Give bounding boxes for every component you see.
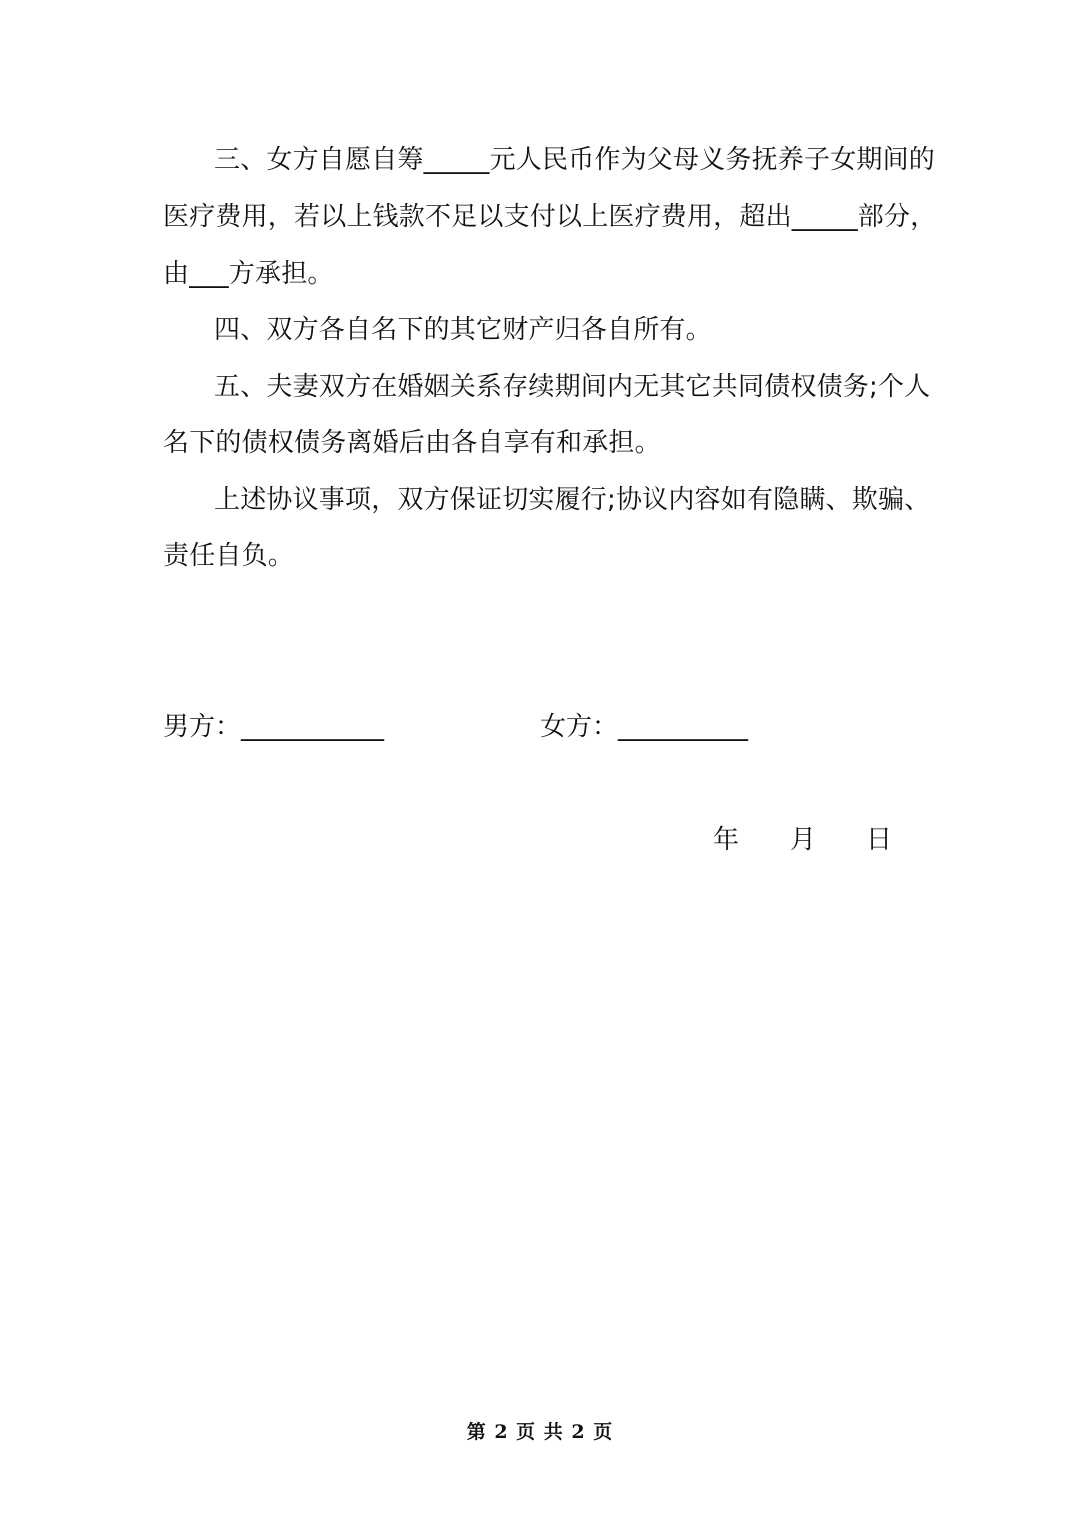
date-month: 月 [790,825,817,855]
paragraph-5-line-2: 名下的债权债务离婚后由各自享有和承担。 [163,428,661,458]
paragraph-3-line-3: 由___方承担。 [163,259,334,289]
paragraph-3-line-1: 三、女方自愿自筹_____元人民币作为父母义务抚养子女期间的 [214,145,936,175]
female-signature-line: 女方：__________ [540,712,749,742]
page-footer: 第 2 页 共 2 页 [466,1421,614,1443]
paragraph-4: 四、双方各自名下的其它财产归各自所有。 [214,315,712,345]
closing-paragraph-line-1: 上述协议事项，双方保证切实履行;协议内容如有隐瞒、欺骗、 [214,485,931,515]
date-day: 日 [866,825,893,855]
date-year: 年 [713,825,740,855]
closing-paragraph-line-2: 责任自负。 [163,541,295,571]
male-signature-line: 男方：___________ [163,712,385,742]
paragraph-3-line-2: 医疗费用，若以上钱款不足以支付以上医疗费用，超出_____部分， [163,202,937,232]
paragraph-5-line-1: 五、夫妻双方在婚姻关系存续期间内无其它共同债权债务;个人 [214,372,931,402]
